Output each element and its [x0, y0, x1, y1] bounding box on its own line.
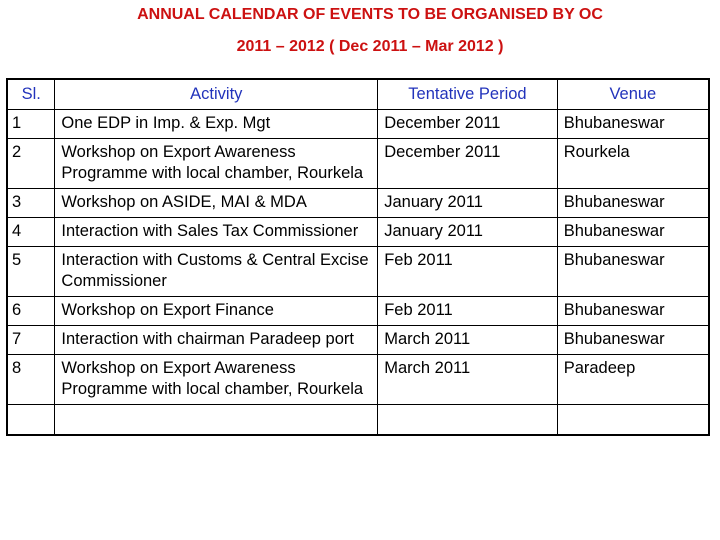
cell-activity: Workshop on Export Awareness Programme with local chamber, Rourkela [55, 355, 378, 405]
empty-row [7, 405, 709, 436]
table-row [7, 326, 709, 355]
cell-activity: Interaction with chairman Paradeep port [55, 326, 378, 355]
empty-cell [7, 405, 55, 436]
table-row [7, 355, 709, 405]
cell-sl: 3 [7, 189, 55, 218]
cell-venue: Paradeep [557, 355, 709, 405]
cell-sl: 8 [7, 355, 55, 405]
empty-cell [378, 405, 557, 436]
cell-period: March 2011 [378, 326, 557, 355]
header-activity: Activity [55, 79, 378, 110]
header-sl: Sl. [7, 79, 55, 110]
cell-sl: 6 [7, 297, 55, 326]
cell-sl: 4 [7, 218, 55, 247]
cell-sl: 5 [7, 247, 55, 297]
cell-period: Feb 2011 [378, 297, 557, 326]
table-header-row [7, 79, 709, 110]
header-period: Tentative Period [378, 79, 557, 110]
cell-activity: One EDP in Imp. & Exp. Mgt [55, 110, 378, 139]
table-row [7, 110, 709, 139]
empty-cell [557, 405, 709, 436]
cell-venue: Bhubaneswar [557, 247, 709, 297]
table-row [7, 189, 709, 218]
cell-venue: Bhubaneswar [557, 218, 709, 247]
header-venue: Venue [557, 79, 709, 110]
document-subtitle: 2011 – 2012 ( Dec 2011 – Mar 2012 ) [236, 38, 504, 55]
cell-period: Feb 2011 [378, 247, 557, 297]
cell-period: January 2011 [378, 218, 557, 247]
table-row [7, 139, 709, 189]
cell-activity: Workshop on Export Finance [55, 297, 378, 326]
table-row [7, 247, 709, 297]
cell-sl: 2 [7, 139, 55, 189]
table-row [7, 297, 709, 326]
cell-venue: Bhubaneswar [557, 297, 709, 326]
cell-activity: Workshop on ASIDE, MAI & MDA [55, 189, 378, 218]
document-title: ANNUAL CALENDAR OF EVENTS TO BE ORGANISED BY OC [137, 6, 603, 23]
cell-period: December 2011 [378, 139, 557, 189]
cell-sl: 7 [7, 326, 55, 355]
table-row [7, 218, 709, 247]
cell-venue: Bhubaneswar [557, 110, 709, 139]
cell-period: December 2011 [378, 110, 557, 139]
cell-sl: 1 [7, 110, 55, 139]
cell-activity: Interaction with Sales Tax Commissioner [55, 218, 378, 247]
empty-cell [55, 405, 378, 436]
cell-venue: Bhubaneswar [557, 189, 709, 218]
events-table [6, 78, 710, 436]
cell-activity: Interaction with Customs & Central Excise Commissioner [55, 247, 378, 297]
cell-venue: Bhubaneswar [557, 326, 709, 355]
cell-period: January 2011 [378, 189, 557, 218]
cell-period: March 2011 [378, 355, 557, 405]
cell-activity: Workshop on Export Awareness Programme with local chamber, Rourkela [55, 139, 378, 189]
cell-venue: Rourkela [557, 139, 709, 189]
